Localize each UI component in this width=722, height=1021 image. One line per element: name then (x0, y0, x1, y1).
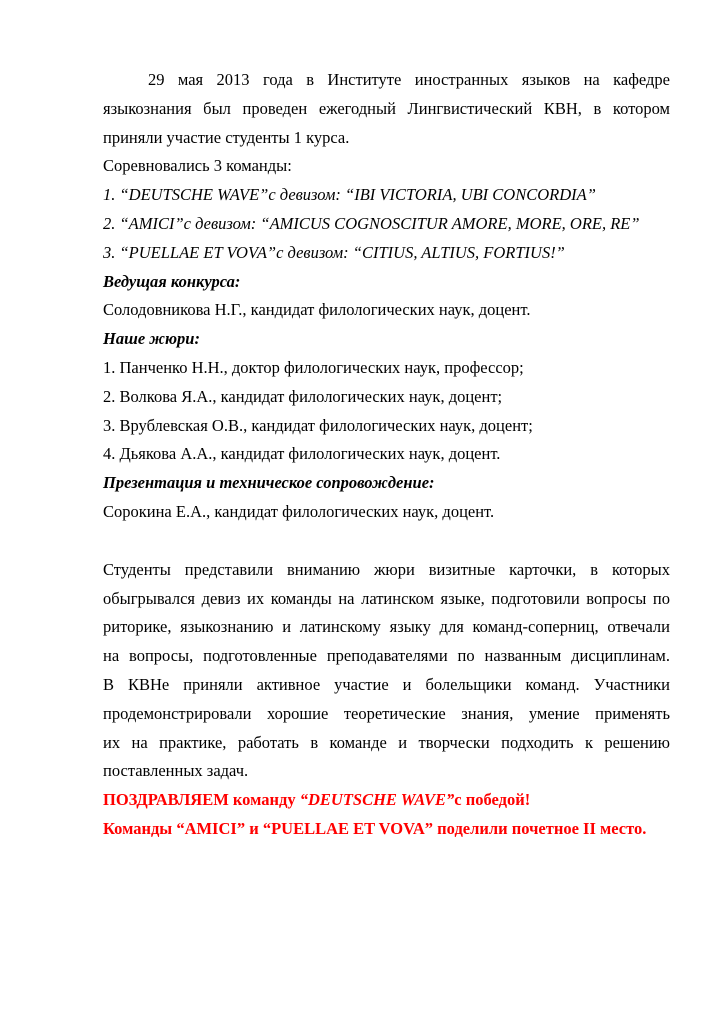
summary-line: В КВНе приняли активное участие и болельщики команд. Участники (103, 674, 670, 694)
paragraph-spacer (103, 527, 670, 556)
jury-member: 4. Дьякова А.А., кандидат филологических наук, доцент. (103, 444, 501, 464)
host-name: Солодовникова Н.Г., кандидат филологических наук, доцент. (103, 300, 531, 320)
teams-heading: Соревновались 3 команды: (103, 156, 292, 176)
intro-line: приняли участие студенты 1 курса. (103, 127, 350, 147)
jury-heading: Наше жюри: (103, 329, 200, 349)
presentation-heading: Презентация и техническое сопровождение: (103, 473, 435, 493)
intro-paragraph (103, 66, 670, 152)
summary-line: их на практике, работать в команде и творчески подходить к решению (103, 732, 670, 752)
summary-line: риторике, языкознанию и латинскому языку для команд-соперниц, отвечали (103, 617, 670, 637)
jury-member: 3. Врублевская О.В., кандидат филологических наук, доцент; (103, 415, 533, 435)
congrats-suffix: с победой! (454, 790, 531, 810)
congrats-team: “DEUTSCHE WAVE” (299, 790, 455, 810)
jury-member: 2. Волкова Я.А., кандидат филологических наук, доцент; (103, 386, 503, 406)
summary-line: продемонстрировали хорошие теоретические знания, умение применять (103, 703, 670, 723)
second-place-line: Команды “AMICI” и “PUELLAE ET VOVA” поделили почетное II место. (103, 818, 647, 838)
congrats-prefix: ПОЗДРАВЛЯЕМ команду (103, 790, 300, 810)
document-body (103, 66, 670, 844)
team-item: 3. “PUELLAE ET VOVA”с девизом: “CITIUS, ALTIUS, FORTIUS!” (103, 242, 565, 262)
summary-line: на вопросы, подготовленные преподавателями по названным дисциплинам. (103, 646, 670, 666)
presentation-name: Сорокина Е.А., кандидат филологических наук, доцент. (103, 501, 495, 521)
summary-line: поставленных задач. (103, 761, 249, 781)
summary-line: обыгрывался девиз их команды на латинском языке, подготовили вопросы по (103, 588, 670, 608)
host-heading: Ведущая конкурса: (103, 271, 241, 291)
team-item: 1. “DEUTSCHE WAVE”с девизом: “IBI VICTORIA, UBI CONCORDIA” (103, 185, 596, 205)
summary-line: Студенты представили вниманию жюри визитные карточки, в которых (103, 559, 670, 579)
intro-line: языкознания был проведен ежегодный Лингвистический КВН, в котором (103, 98, 670, 118)
team-item: 2. “AMICI”с девизом: “AMICUS COGNOSCITUR AMORE, MORE, ORE, RE” (103, 213, 640, 233)
summary-paragraph (103, 556, 670, 786)
intro-line: 29 мая 2013 года в Институте иностранных языков на кафедре (148, 70, 670, 89)
jury-member: 1. Панченко Н.Н., доктор филологических наук, профессор; (103, 357, 524, 377)
congrats-line (103, 786, 670, 815)
